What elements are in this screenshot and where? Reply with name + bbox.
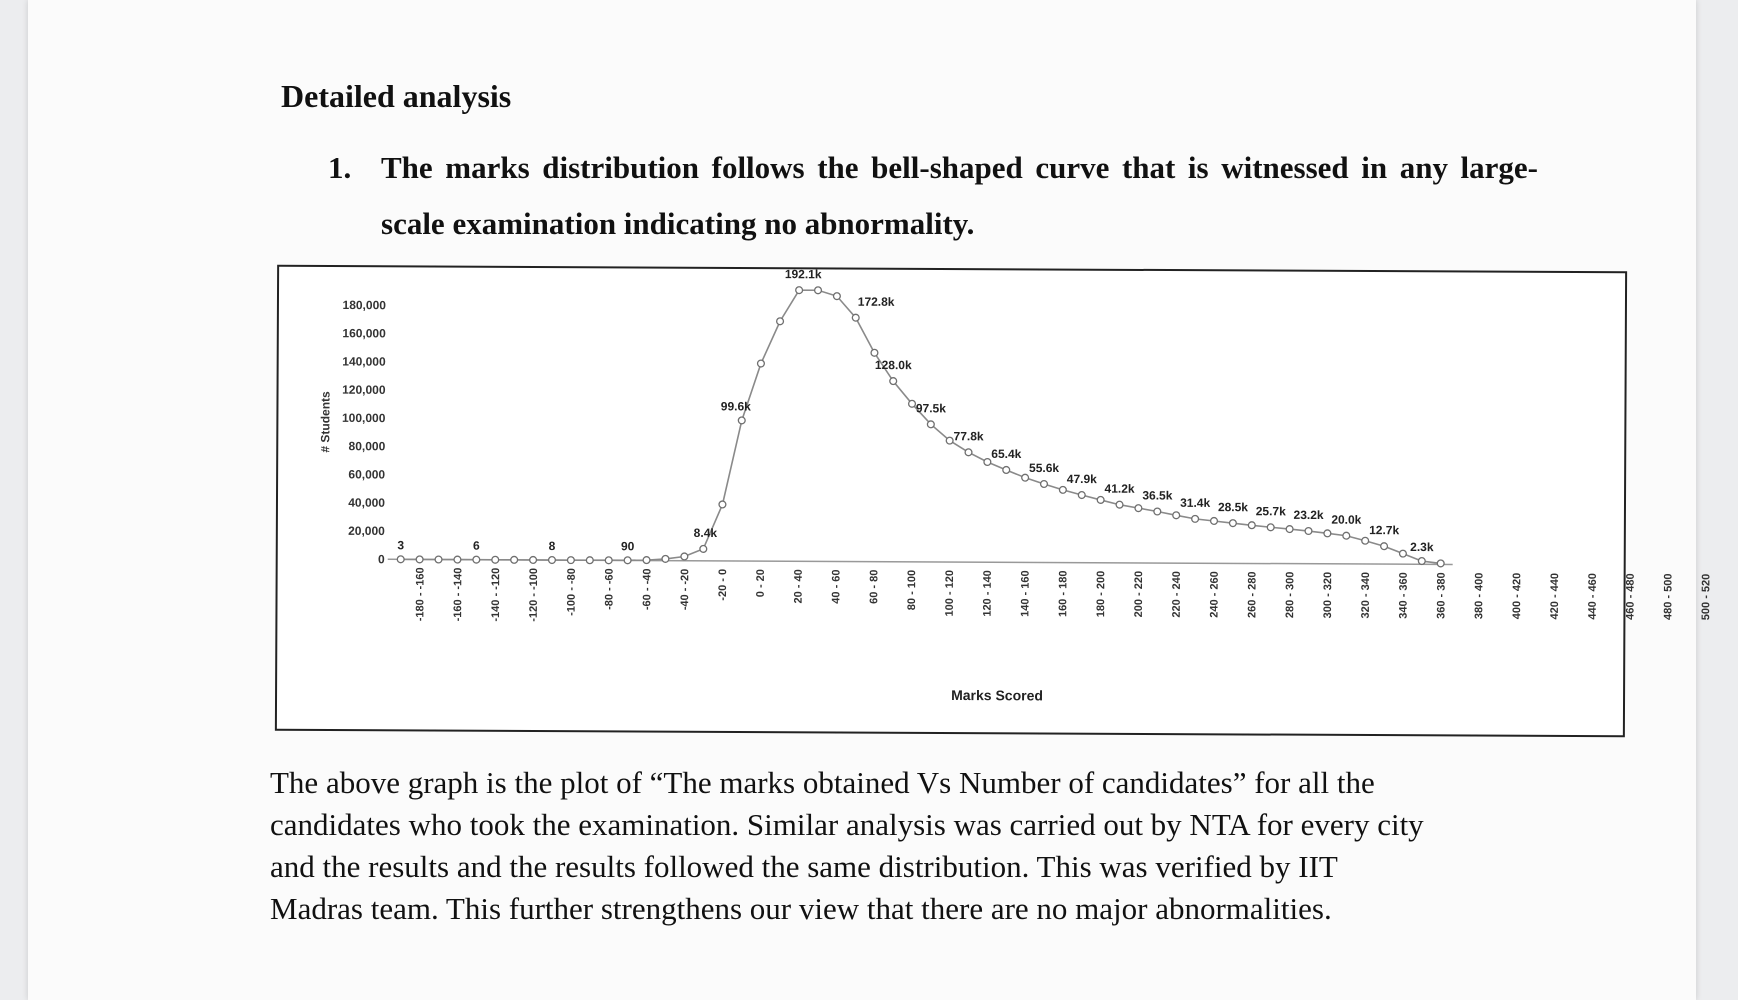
data-point (719, 501, 726, 508)
y-axis-ticks (341, 298, 386, 566)
data-label: 172.8k (857, 294, 895, 309)
point-text: The marks distribution follows the bell-shaped curve that is witnessed in any large-scale examination indicating no abnormality. (381, 150, 1538, 241)
data-point (1059, 486, 1066, 493)
y-tick-label: 80,000 (348, 439, 386, 454)
x-tick-label: -160 - -140 (452, 567, 465, 622)
x-tick-label: 500 - 520 (1700, 573, 1713, 621)
data-point (738, 417, 745, 424)
data-point (1173, 512, 1180, 519)
x-tick-label: 260 - 280 (1246, 571, 1259, 618)
data-point (435, 556, 442, 563)
data-point (1022, 474, 1029, 481)
data-label: 36.5k (1142, 488, 1173, 503)
x-tick-label: -20 - 0 (716, 568, 730, 601)
data-label: 41.2k (1104, 481, 1135, 496)
data-labels (397, 265, 1435, 557)
y-tick-label: 20,000 (348, 523, 385, 539)
data-label: 25.7k (1255, 504, 1286, 519)
data-point (1154, 508, 1161, 515)
data-point (1248, 522, 1255, 529)
x-tick-label: 460 - 480 (1624, 573, 1637, 620)
y-tick-label: 180,000 (342, 298, 386, 313)
paragraph-line: Madras team. This further strengthens our view that there are no major abnormalities. (270, 891, 1332, 926)
data-label: 77.8k (953, 429, 984, 444)
data-point (1437, 560, 1444, 567)
numbered-point (328, 140, 1538, 252)
data-point (1229, 520, 1236, 527)
data-point (1097, 497, 1104, 504)
data-point (1343, 532, 1350, 539)
data-point (1116, 501, 1123, 508)
data-point (890, 378, 897, 385)
data-point (662, 555, 669, 562)
y-tick-label: 0 (377, 552, 385, 567)
x-tick-label: 80 - 100 (906, 569, 919, 611)
body-paragraph (270, 762, 1510, 930)
data-point (1192, 515, 1199, 522)
data-point (833, 293, 840, 300)
data-point (567, 557, 574, 564)
x-tick-label: 160 - 180 (1057, 570, 1070, 618)
data-point (796, 287, 803, 294)
data-point (1211, 518, 1218, 525)
x-axis-ticks (414, 567, 1738, 629)
document-page (28, 0, 1713, 1000)
data-point (1324, 530, 1331, 537)
data-point (984, 459, 991, 466)
series-line (401, 288, 1442, 564)
x-tick-label: -60 - -40 (641, 568, 654, 611)
x-tick-label: 300 - 320 (1321, 571, 1335, 619)
x-tick-label: 40 - 60 (830, 569, 843, 604)
x-tick-label: 140 - 160 (1019, 570, 1032, 617)
x-tick-label: 0 - 20 (754, 569, 767, 598)
data-point (397, 556, 404, 563)
x-tick-label: 320 - 340 (1359, 571, 1373, 619)
section-heading: Detailed analysis (281, 78, 512, 114)
data-markers (397, 285, 1445, 568)
data-label: 2.3k (1410, 539, 1434, 555)
data-point (1267, 524, 1274, 531)
data-point (852, 314, 859, 321)
y-tick-label: 160,000 (342, 326, 386, 341)
data-point (909, 400, 916, 407)
data-point (965, 449, 972, 456)
data-label: 8 (548, 539, 556, 554)
x-tick-label: -120 - -100 (527, 567, 541, 622)
x-tick-label: 220 - 240 (1170, 571, 1183, 618)
x-tick-label: -100 - -80 (565, 568, 578, 616)
data-point (758, 360, 765, 367)
data-point (777, 318, 784, 325)
x-tick-label: -140 - -120 (489, 567, 503, 622)
data-point (492, 556, 499, 563)
x-tick-label: 380 - 400 (1473, 572, 1486, 620)
data-point (1041, 481, 1048, 488)
data-label: 12.7k (1369, 523, 1400, 538)
data-label: 99.6k (720, 399, 751, 414)
x-tick-label: -180 - -160 (414, 567, 427, 622)
point-number: 1. (328, 150, 352, 185)
data-point (1381, 543, 1388, 550)
data-point (605, 557, 612, 564)
data-point (1286, 526, 1293, 533)
data-label: 128.0k (874, 358, 912, 373)
x-tick-label: 400 - 420 (1511, 572, 1524, 620)
x-tick-label: 340 - 360 (1397, 572, 1410, 619)
data-point (454, 556, 461, 563)
x-tick-label: 360 - 380 (1435, 572, 1448, 619)
x-tick-label: 200 - 220 (1132, 570, 1146, 618)
data-point (624, 557, 631, 564)
data-point (1400, 550, 1407, 557)
data-label: 47.9k (1066, 471, 1097, 487)
data-label: 20.0k (1331, 512, 1362, 527)
x-tick-label: -40 - -20 (679, 568, 692, 611)
data-point (927, 421, 934, 428)
x-tick-label: 440 - 460 (1586, 573, 1599, 620)
x-tick-label: 240 - 260 (1208, 571, 1221, 618)
data-point (643, 557, 650, 564)
data-point (549, 557, 556, 564)
data-label: 192.1k (784, 267, 822, 282)
data-label: 28.5k (1217, 500, 1249, 515)
y-tick-label: 100,000 (341, 410, 386, 426)
data-point (946, 437, 953, 444)
x-tick-label: 480 - 500 (1662, 573, 1675, 621)
marks-distribution-chart (275, 265, 1713, 738)
data-point (1003, 467, 1010, 474)
data-label: 31.4k (1180, 495, 1211, 510)
y-tick-label: 60,000 (348, 467, 386, 482)
x-tick-label: 60 - 80 (868, 569, 881, 604)
x-tick-label: -80 - -60 (603, 568, 616, 610)
x-tick-label: 120 - 140 (981, 570, 994, 617)
data-point (1078, 492, 1085, 499)
x-tick-label: 280 - 300 (1284, 571, 1297, 619)
data-point (416, 556, 423, 563)
data-label: 6 (473, 538, 480, 553)
data-point (586, 557, 593, 564)
data-label: 3 (397, 538, 405, 553)
data-point (871, 349, 878, 356)
x-tick-label: 180 - 200 (1095, 570, 1108, 618)
data-label: 65.4k (991, 446, 1022, 462)
data-point (815, 287, 822, 294)
data-point (1305, 528, 1312, 535)
data-point (1362, 537, 1369, 544)
data-label: 55.6k (1029, 460, 1060, 476)
y-tick-label: 140,000 (342, 354, 386, 369)
x-tick-label: 20 - 40 (792, 569, 805, 604)
y-tick-label: 120,000 (342, 382, 386, 397)
y-axis-title: # Students (318, 391, 333, 453)
x-axis-title: Marks Scored (951, 687, 1044, 704)
data-point (1418, 558, 1425, 565)
x-tick-label: 100 - 120 (943, 569, 957, 617)
chart-svg (277, 267, 1713, 736)
data-point (681, 553, 688, 560)
data-label: 97.5k (915, 401, 946, 416)
data-point (473, 556, 480, 563)
data-point (700, 546, 707, 553)
paragraph-line: The above graph is the plot of “The marks obtained Vs Number of candidates” for all the (270, 765, 1375, 800)
data-point (530, 557, 537, 564)
x-tick-label: 420 - 440 (1548, 572, 1562, 620)
y-tick-label: 40,000 (348, 495, 386, 510)
data-label: 23.2k (1293, 507, 1324, 523)
paragraph-line: and the results and the results followed the same distribution. This was verified by IIT (270, 849, 1338, 884)
data-label: 8.4k (693, 525, 718, 541)
data-point (511, 556, 518, 563)
data-label: 90 (620, 539, 635, 554)
paragraph-line: candidates who took the examination. Similar analysis was carried out by NTA for every city (270, 807, 1424, 842)
data-point (1135, 505, 1142, 512)
